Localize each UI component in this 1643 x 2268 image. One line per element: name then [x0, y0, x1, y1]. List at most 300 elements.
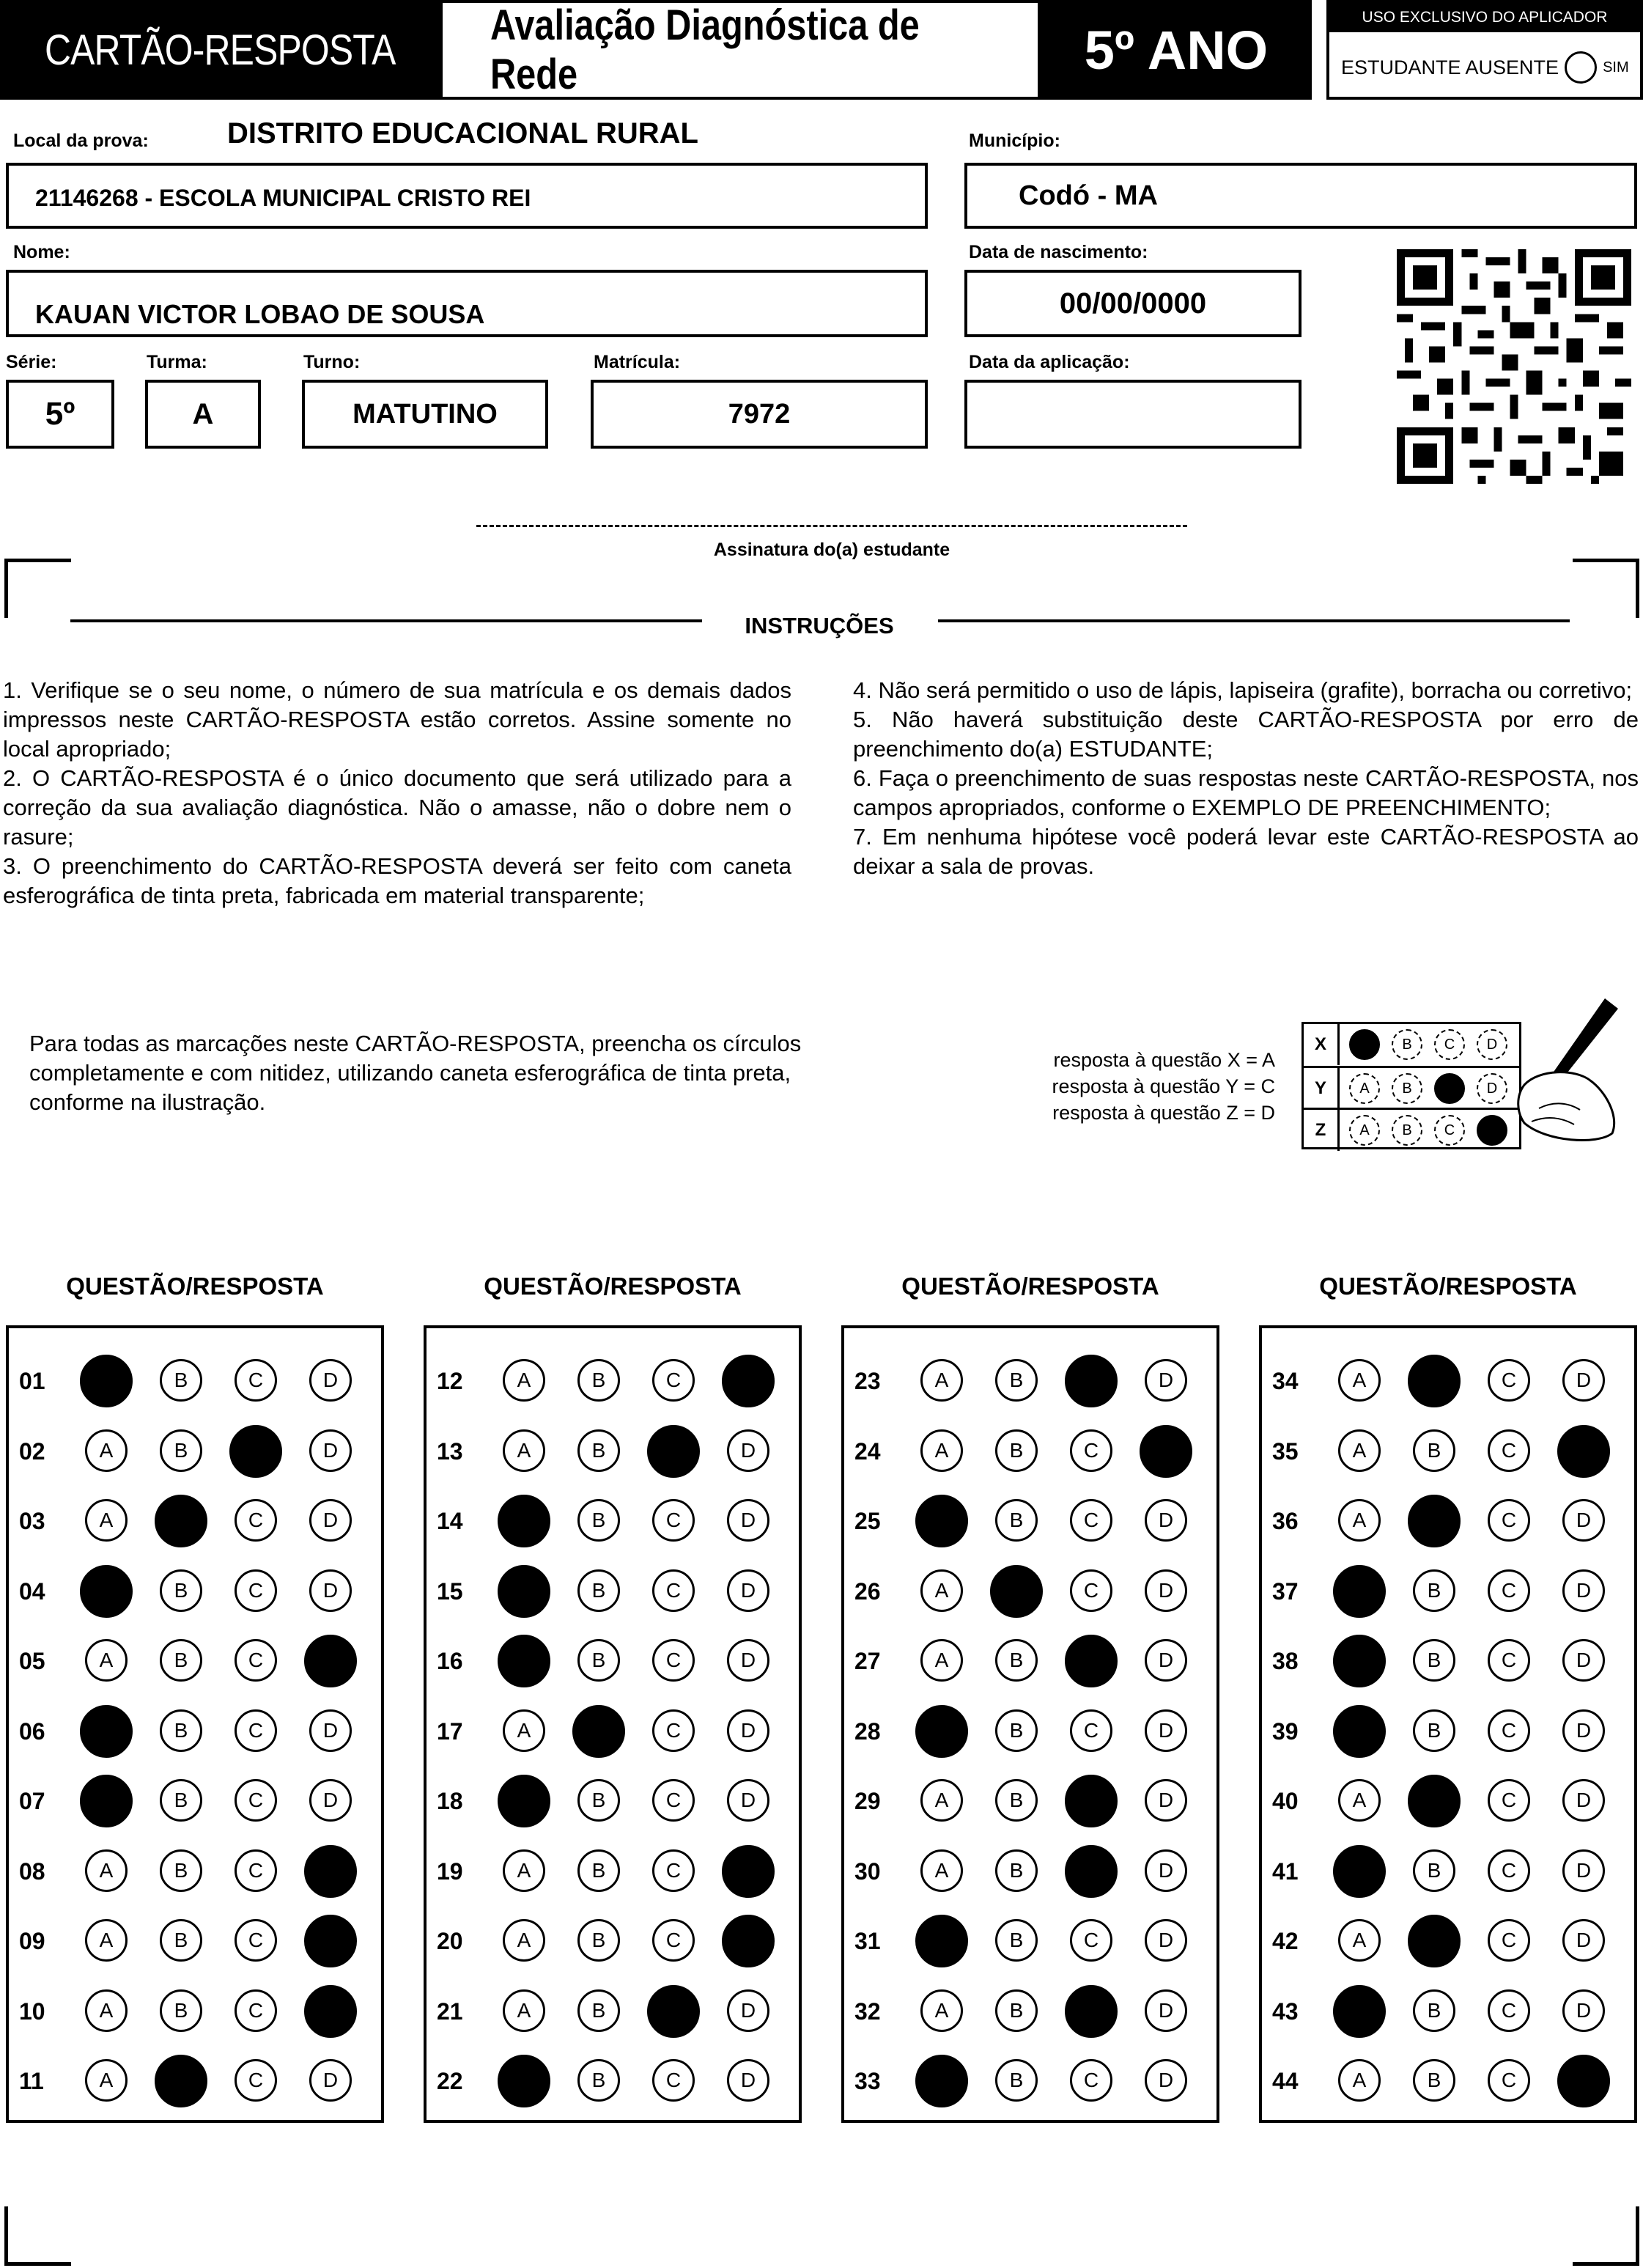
answer-bubble-28-c[interactable]: C — [1070, 1709, 1112, 1752]
question-number: 44 — [1272, 2068, 1299, 2094]
answer-bubble-05-d[interactable]: D — [304, 1635, 357, 1687]
answer-bubble-36-b[interactable]: B — [1408, 1495, 1461, 1547]
question-number: 35 — [1272, 1437, 1299, 1465]
question-number: 21 — [437, 1998, 463, 2025]
answer-bubble-36-d[interactable]: D — [1562, 1499, 1605, 1542]
example-line-x: resposta à questão X = A — [1053, 1049, 1275, 1071]
answer-bubble-35-a[interactable]: A — [1338, 1429, 1381, 1472]
answer-bubble-39-c[interactable]: C — [1488, 1709, 1530, 1752]
question-row-14 — [427, 1495, 799, 1553]
question-number: 16 — [437, 1648, 463, 1674]
answer-bubble-01-d[interactable]: D — [309, 1359, 352, 1402]
answer-column-title: QUESTÃO/RESPOSTA — [66, 1273, 324, 1300]
question-row-31 — [844, 1915, 1216, 1973]
corner-mark-br — [1573, 2206, 1639, 2266]
answer-bubble-33-c[interactable]: C — [1070, 2059, 1112, 2102]
answer-bubble-06-a[interactable]: A — [80, 1705, 133, 1758]
answer-bubble-27-b[interactable]: B — [995, 1639, 1038, 1682]
fill-instruction: Para todas as marcações neste CARTÃO-RESPOSTA, preencha os círculos completamente e com nitidez, utilizando caneta esferográfica de tinta preta, conforme na ilustração. — [29, 1031, 802, 1115]
answer-bubble-08-d[interactable]: D — [304, 1845, 357, 1898]
answer-bubble-31-b[interactable]: B — [995, 1919, 1038, 1962]
question-number: 19 — [437, 1858, 463, 1885]
answer-bubble-01-b[interactable]: B — [160, 1359, 202, 1402]
answer-bubble-27-a[interactable]: A — [920, 1639, 963, 1682]
turma-field — [145, 380, 261, 449]
answer-bubble-21-d[interactable]: D — [727, 1989, 769, 2032]
answer-bubble-13-c[interactable]: C — [647, 1425, 700, 1478]
answer-bubble-16-c[interactable]: C — [652, 1639, 695, 1682]
answer-bubble-09-b[interactable]: B — [160, 1919, 202, 1962]
answer-bubble-39-d[interactable]: D — [1562, 1709, 1605, 1752]
answer-bubble-28-b[interactable]: B — [995, 1709, 1038, 1752]
answer-bubble-17-b[interactable]: B — [572, 1705, 625, 1758]
question-number: 14 — [437, 1508, 463, 1534]
answer-bubble-24-d[interactable]: D — [1140, 1425, 1192, 1478]
municipio-label: Município: — [969, 130, 1060, 151]
instructions-title: INSTRUÇÕES — [745, 613, 894, 638]
answer-bubble-14-b[interactable]: B — [577, 1499, 620, 1542]
answer-bubble-13-b[interactable]: B — [577, 1429, 620, 1472]
answer-bubble-03-d[interactable]: D — [309, 1499, 352, 1542]
example-row — [1304, 1108, 1519, 1151]
example-row-label: Y — [1304, 1068, 1340, 1109]
answer-bubble-10-b[interactable]: B — [160, 1989, 202, 2032]
answer-bubble-07-d[interactable]: D — [309, 1779, 352, 1822]
answer-bubble-20-a[interactable]: A — [503, 1919, 545, 1962]
answer-bubble-14-d[interactable]: D — [727, 1499, 769, 1542]
turno-label: Turno: — [303, 352, 361, 372]
question-number: 12 — [437, 1368, 463, 1394]
answer-bubble-10-c[interactable]: C — [235, 1989, 277, 2032]
answer-bubble-36-a[interactable]: A — [1338, 1499, 1381, 1542]
answer-bubble-42-b[interactable]: B — [1408, 1915, 1461, 1967]
example-bubble-c: C — [1434, 1029, 1465, 1060]
answer-bubble-33-a[interactable]: A — [915, 2055, 968, 2107]
instructions-right — [853, 676, 1639, 881]
example-bubble-b: B — [1392, 1029, 1422, 1060]
question-number: 11 — [19, 2068, 44, 2094]
applicator-label — [1329, 3, 1640, 32]
answer-bubble-15-a[interactable]: A — [498, 1565, 550, 1618]
school-value: 21146268 - ESCOLA MUNICIPAL CRISTO REI — [35, 185, 531, 211]
answer-bubble-22-b[interactable]: B — [577, 2059, 620, 2102]
answer-bubble-06-b[interactable]: B — [160, 1709, 202, 1752]
pen-hand-illustration — [1495, 998, 1634, 1145]
answer-bubble-29-b[interactable]: B — [995, 1779, 1038, 1822]
question-row-15 — [427, 1565, 799, 1624]
answer-bubble-02-a[interactable]: A — [85, 1429, 128, 1472]
answer-bubble-37-a[interactable]: A — [1333, 1565, 1386, 1618]
answer-bubble-42-c[interactable]: C — [1488, 1919, 1530, 1962]
question-row-36 — [1262, 1495, 1634, 1553]
answer-bubble-17-c[interactable]: C — [652, 1709, 695, 1752]
question-row-25 — [844, 1495, 1216, 1553]
answer-bubble-02-c[interactable]: C — [229, 1425, 282, 1478]
question-row-22 — [427, 2055, 799, 2113]
answer-bubble-40-d[interactable]: D — [1562, 1779, 1605, 1822]
answer-bubble-12-b[interactable]: B — [577, 1359, 620, 1402]
answer-bubble-39-a[interactable]: A — [1333, 1705, 1386, 1758]
answer-bubble-43-b[interactable]: B — [1413, 1989, 1455, 2032]
question-number: 17 — [437, 1717, 463, 1745]
answer-bubble-30-c[interactable]: C — [1065, 1845, 1118, 1898]
answer-column-title: QUESTÃO/RESPOSTA — [484, 1273, 742, 1300]
question-row-13 — [427, 1425, 799, 1484]
answer-bubble-15-b[interactable]: B — [577, 1569, 620, 1612]
answer-bubble-07-b[interactable]: B — [160, 1779, 202, 1822]
answer-bubble-33-b[interactable]: B — [995, 2059, 1038, 2102]
question-number: 10 — [19, 1998, 45, 2025]
question-row-34 — [1262, 1355, 1634, 1413]
answer-bubble-26-a[interactable]: A — [920, 1569, 963, 1612]
answer-bubble-38-a[interactable]: A — [1333, 1635, 1386, 1687]
question-row-43 — [1262, 1985, 1634, 2044]
answer-bubble-21-b[interactable]: B — [577, 1989, 620, 2032]
grade-title: 5º ANO — [1084, 19, 1269, 81]
question-row-38 — [1262, 1635, 1634, 1693]
answer-bubble-34-d[interactable]: D — [1562, 1359, 1605, 1402]
answer-bubble-21-a[interactable]: A — [503, 1989, 545, 2032]
answer-bubble-37-d[interactable]: D — [1562, 1569, 1605, 1612]
nascimento-field — [964, 270, 1302, 337]
nome-field — [6, 270, 928, 337]
question-number: 15 — [437, 1577, 463, 1605]
answer-bubble-42-d[interactable]: D — [1562, 1919, 1605, 1962]
question-number: 18 — [437, 1788, 463, 1814]
answer-bubble-20-d[interactable]: D — [722, 1915, 775, 1967]
answer-bubble-38-c[interactable]: C — [1488, 1639, 1530, 1682]
answer-bubble-11-a[interactable]: A — [85, 2059, 128, 2102]
question-row-05 — [9, 1635, 381, 1693]
answer-bubble-07-c[interactable]: C — [235, 1779, 277, 1822]
question-row-39 — [1262, 1705, 1634, 1764]
answer-bubble-35-c[interactable]: C — [1488, 1429, 1530, 1472]
answer-bubble-24-b[interactable]: B — [995, 1429, 1038, 1472]
answer-bubble-19-d[interactable]: D — [722, 1845, 775, 1898]
question-number: 41 — [1272, 1858, 1299, 1885]
exam-title: Avaliação Diagnóstica de Rede — [490, 1, 920, 98]
answer-bubble-07-a[interactable]: A — [80, 1775, 133, 1827]
question-row-12 — [427, 1355, 799, 1413]
answer-bubble-12-d[interactable]: D — [722, 1355, 775, 1407]
answer-bubble-21-c[interactable]: C — [647, 1985, 700, 2038]
answer-bubble-30-b[interactable]: B — [995, 1849, 1038, 1892]
absent-bubble[interactable] — [1565, 51, 1597, 84]
question-number: 23 — [854, 1368, 881, 1394]
answer-bubble-31-a[interactable]: A — [915, 1915, 968, 1967]
answer-bubble-06-c[interactable]: C — [235, 1709, 277, 1752]
answer-bubble-08-a[interactable]: A — [85, 1849, 128, 1892]
answer-bubble-10-a[interactable]: A — [85, 1989, 128, 2032]
answer-bubble-33-d[interactable]: D — [1145, 2059, 1187, 2102]
answer-bubble-19-b[interactable]: B — [577, 1849, 620, 1892]
answer-bubble-34-b[interactable]: B — [1408, 1355, 1461, 1407]
answer-bubble-04-b[interactable]: B — [160, 1569, 202, 1612]
example-bubble-a: A — [1349, 1115, 1380, 1146]
answer-bubble-36-c[interactable]: C — [1488, 1499, 1530, 1542]
question-row-23 — [844, 1355, 1216, 1413]
answer-bubble-18-b[interactable]: B — [577, 1779, 620, 1822]
answer-bubble-29-a[interactable]: A — [920, 1779, 963, 1822]
nascimento-value: 00/00/0000 — [1059, 287, 1207, 320]
answer-bubble-25-d[interactable]: D — [1145, 1499, 1187, 1542]
question-number: 31 — [854, 1928, 881, 1954]
answer-bubble-08-c[interactable]: C — [235, 1849, 277, 1892]
question-row-07 — [9, 1775, 381, 1833]
answer-bubble-22-c[interactable]: C — [652, 2059, 695, 2102]
answer-bubble-16-a[interactable]: A — [498, 1635, 550, 1687]
question-number: 05 — [19, 1648, 45, 1674]
answer-bubble-26-c[interactable]: C — [1070, 1569, 1112, 1612]
answer-bubble-02-b[interactable]: B — [160, 1429, 202, 1472]
question-row-17 — [427, 1705, 799, 1764]
example-line-z: resposta à questão Z = D — [1052, 1102, 1275, 1124]
example-bubble-a — [1349, 1029, 1380, 1060]
answer-bubble-09-a[interactable]: A — [85, 1919, 128, 1962]
turma-value: A — [192, 397, 214, 430]
answer-bubble-35-b[interactable]: B — [1413, 1429, 1455, 1472]
signature-line[interactable] — [476, 525, 1187, 527]
serie-value: 5º — [45, 396, 75, 432]
answer-bubble-01-a[interactable]: A — [80, 1355, 133, 1407]
question-row-30 — [844, 1845, 1216, 1904]
answer-bubble-44-a[interactable]: A — [1338, 2059, 1381, 2102]
answer-bubble-23-d[interactable]: D — [1145, 1359, 1187, 1402]
question-row-18 — [427, 1775, 799, 1833]
question-number: 27 — [854, 1648, 881, 1674]
absent-option[interactable] — [1341, 51, 1629, 84]
instructions-rule-left — [70, 619, 702, 622]
answer-bubble-04-c[interactable]: C — [235, 1569, 277, 1612]
answer-bubble-32-c[interactable]: C — [1065, 1985, 1118, 2038]
answer-bubble-17-d[interactable]: D — [727, 1709, 769, 1752]
answer-bubble-23-b[interactable]: B — [995, 1359, 1038, 1402]
answer-bubble-44-c[interactable]: C — [1488, 2059, 1530, 2102]
answer-bubble-14-c[interactable]: C — [652, 1499, 695, 1542]
answer-bubble-28-a[interactable]: A — [915, 1705, 968, 1758]
answer-bubble-19-c[interactable]: C — [652, 1849, 695, 1892]
answer-bubble-23-a[interactable]: A — [920, 1359, 963, 1402]
question-row-11 — [9, 2055, 381, 2113]
grade-title-bar — [1041, 0, 1312, 100]
answer-bubble-41-d[interactable]: D — [1562, 1849, 1605, 1892]
answer-column-title: QUESTÃO/RESPOSTA — [901, 1273, 1159, 1300]
answer-bubble-01-c[interactable]: C — [235, 1359, 277, 1402]
question-number: 33 — [854, 2068, 881, 2094]
answer-bubble-05-a[interactable]: A — [85, 1639, 128, 1682]
question-number: 08 — [19, 1858, 45, 1885]
answer-bubble-08-b[interactable]: B — [160, 1849, 202, 1892]
question-row-02 — [9, 1425, 381, 1484]
question-row-41 — [1262, 1845, 1634, 1904]
answer-bubble-15-c[interactable]: C — [652, 1569, 695, 1612]
card-title-bar — [0, 0, 440, 100]
answer-bubble-40-a[interactable]: A — [1338, 1779, 1381, 1822]
answer-bubble-25-b[interactable]: B — [995, 1499, 1038, 1542]
answer-bubble-06-d[interactable]: D — [309, 1709, 352, 1752]
question-number: 09 — [19, 1928, 45, 1954]
answer-bubble-24-a[interactable]: A — [920, 1429, 963, 1472]
question-row-42 — [1262, 1915, 1634, 1973]
answer-bubble-17-a[interactable]: A — [503, 1709, 545, 1752]
question-number: 01 — [19, 1368, 45, 1394]
answer-bubble-40-c[interactable]: C — [1488, 1779, 1530, 1822]
answer-bubble-32-b[interactable]: B — [995, 1989, 1038, 2032]
district-name: DISTRITO EDUCACIONAL RURAL — [227, 117, 698, 150]
answer-bubble-20-b[interactable]: B — [577, 1919, 620, 1962]
answer-bubble-22-d[interactable]: D — [727, 2059, 769, 2102]
answer-bubble-38-d[interactable]: D — [1562, 1639, 1605, 1682]
answer-bubble-19-a[interactable]: A — [503, 1849, 545, 1892]
question-number: 07 — [19, 1788, 45, 1814]
answer-bubble-11-b[interactable]: B — [155, 2055, 207, 2107]
example-bubble-d: D — [1477, 1029, 1507, 1060]
aplicacao-field — [964, 380, 1302, 449]
question-row-32 — [844, 1985, 1216, 2044]
matricula-value: 7972 — [728, 398, 791, 430]
question-row-27 — [844, 1635, 1216, 1693]
question-number: 13 — [437, 1437, 463, 1465]
instruction-5: 5. Não haverá substituição deste CARTÃO-RESPOSTA por erro de preenchimento do(a) ESTUDANTE; — [853, 707, 1639, 762]
answer-bubble-12-a[interactable]: A — [503, 1359, 545, 1402]
answer-bubble-39-b[interactable]: B — [1413, 1709, 1455, 1752]
question-row-26 — [844, 1565, 1216, 1624]
answer-bubble-09-d[interactable]: D — [304, 1915, 357, 1967]
answer-bubble-11-d[interactable]: D — [309, 2059, 352, 2102]
answer-bubble-14-a[interactable]: A — [498, 1495, 550, 1547]
answer-bubble-16-b[interactable]: B — [577, 1639, 620, 1682]
answer-bubble-10-d[interactable]: D — [304, 1985, 357, 2038]
answer-bubble-09-c[interactable]: C — [235, 1919, 277, 1962]
answer-bubble-04-a[interactable]: A — [80, 1565, 133, 1618]
answer-bubble-12-c[interactable]: C — [652, 1359, 695, 1402]
answer-bubble-26-b[interactable]: B — [990, 1565, 1043, 1618]
question-row-10 — [9, 1985, 381, 2044]
question-number: 26 — [854, 1577, 881, 1605]
answer-bubble-18-a[interactable]: A — [498, 1775, 550, 1827]
answer-bubble-41-c[interactable]: C — [1488, 1849, 1530, 1892]
answer-bubble-23-c[interactable]: C — [1065, 1355, 1118, 1407]
answer-bubble-26-d[interactable]: D — [1145, 1569, 1187, 1612]
answer-bubble-18-d[interactable]: D — [727, 1779, 769, 1822]
example-row — [1304, 1066, 1519, 1109]
serie-field — [6, 380, 114, 449]
answer-bubble-03-c[interactable]: C — [235, 1499, 277, 1542]
answer-bubble-22-a[interactable]: A — [498, 2055, 550, 2107]
answer-bubble-27-c[interactable]: C — [1065, 1635, 1118, 1687]
question-row-20 — [427, 1915, 799, 1973]
qr-code — [1397, 249, 1631, 484]
answer-bubble-34-a[interactable]: A — [1338, 1359, 1381, 1402]
answer-column-title: QUESTÃO/RESPOSTA — [1319, 1273, 1577, 1300]
absent-option-label: SIM — [1603, 59, 1629, 76]
answer-bubble-42-a[interactable]: A — [1338, 1919, 1381, 1962]
answer-bubble-29-c[interactable]: C — [1065, 1775, 1118, 1827]
question-row-24 — [844, 1425, 1216, 1484]
answer-bubble-41-a[interactable]: A — [1333, 1845, 1386, 1898]
answer-bubble-24-c[interactable]: C — [1070, 1429, 1112, 1472]
turno-value: MATUTINO — [352, 398, 498, 430]
answer-bubble-15-d[interactable]: D — [727, 1569, 769, 1612]
question-number: 04 — [19, 1577, 45, 1605]
answer-bubble-11-c[interactable]: C — [235, 2059, 277, 2102]
example-grid — [1302, 1022, 1521, 1149]
instruction-3: 3. O preenchimento do CARTÃO-RESPOSTA deverá ser feito com caneta esferográfica de tinta preta, fabricada em material transparente; — [3, 853, 791, 908]
answer-bubble-25-a[interactable]: A — [915, 1495, 968, 1547]
answer-bubble-30-d[interactable]: D — [1145, 1849, 1187, 1892]
answer-bubble-35-d[interactable]: D — [1557, 1425, 1610, 1478]
answer-bubble-44-b[interactable]: B — [1413, 2059, 1455, 2102]
answer-bubble-05-b[interactable]: B — [160, 1639, 202, 1682]
answer-bubble-03-b[interactable]: B — [155, 1495, 207, 1547]
answer-bubble-13-d[interactable]: D — [727, 1429, 769, 1472]
answer-bubble-31-d[interactable]: D — [1145, 1919, 1187, 1962]
answer-bubble-43-c[interactable]: C — [1488, 1989, 1530, 2032]
answer-bubble-40-b[interactable]: B — [1408, 1775, 1461, 1827]
question-row-19 — [427, 1845, 799, 1904]
answer-bubble-20-c[interactable]: C — [652, 1919, 695, 1962]
question-number: 30 — [854, 1858, 881, 1885]
answer-bubble-43-a[interactable]: A — [1333, 1985, 1386, 2038]
instruction-1: 1. Verifique se o seu nome, o número de sua matrícula e os demais dados impressos neste CARTÃO-RESPOSTA estão corretos. Assine somente no local apropriado; — [3, 677, 791, 762]
answer-bubble-18-c[interactable]: C — [652, 1779, 695, 1822]
answer-bubble-27-d[interactable]: D — [1145, 1639, 1187, 1682]
answer-bubble-34-c[interactable]: C — [1488, 1359, 1530, 1402]
school-field — [6, 163, 928, 229]
example-bubble-d: D — [1477, 1073, 1507, 1104]
corner-mark-tr — [1573, 559, 1639, 618]
answer-bubble-41-b[interactable]: B — [1413, 1849, 1455, 1892]
answer-bubble-32-d[interactable]: D — [1145, 1989, 1187, 2032]
absent-label: ESTUDANTE AUSENTE — [1341, 56, 1559, 78]
answer-bubble-44-d[interactable]: D — [1557, 2055, 1610, 2107]
answer-column-2 — [424, 1325, 802, 2123]
answer-bubble-32-a[interactable]: A — [920, 1989, 963, 2032]
answer-bubble-05-c[interactable]: C — [235, 1639, 277, 1682]
instruction-6: 6. Faça o preenchimento de suas respostas neste CARTÃO-RESPOSTA, nos campos apropriados, conforme o EXEMPLO DE PREENCHIMENTO; — [853, 765, 1639, 820]
answer-bubble-37-c[interactable]: C — [1488, 1569, 1530, 1612]
answer-bubble-30-a[interactable]: A — [920, 1849, 963, 1892]
turma-label: Turma: — [147, 352, 207, 372]
question-number: 29 — [854, 1788, 881, 1814]
matricula-label: Matrícula: — [594, 352, 681, 372]
answer-bubble-02-d[interactable]: D — [309, 1429, 352, 1472]
answer-bubble-04-d[interactable]: D — [309, 1569, 352, 1612]
card-title: CARTÃO-RESPOSTA — [44, 26, 396, 74]
question-row-40 — [1262, 1775, 1634, 1833]
answer-bubble-38-b[interactable]: B — [1413, 1639, 1455, 1682]
question-row-16 — [427, 1635, 799, 1693]
answer-bubble-03-a[interactable]: A — [85, 1499, 128, 1542]
answer-bubble-25-c[interactable]: C — [1070, 1499, 1112, 1542]
answer-bubble-16-d[interactable]: D — [727, 1639, 769, 1682]
answer-bubble-13-a[interactable]: A — [503, 1429, 545, 1472]
question-row-09 — [9, 1915, 381, 1973]
question-number: 42 — [1272, 1928, 1299, 1954]
answer-bubble-37-b[interactable]: B — [1413, 1569, 1455, 1612]
question-number: 06 — [19, 1717, 45, 1745]
answer-bubble-28-d[interactable]: D — [1145, 1709, 1187, 1752]
answer-bubble-43-d[interactable]: D — [1562, 1989, 1605, 2032]
answer-column-3 — [841, 1325, 1219, 2123]
answer-bubble-31-c[interactable]: C — [1070, 1919, 1112, 1962]
question-number: 36 — [1272, 1508, 1299, 1534]
aplicacao-label: Data da aplicação: — [969, 352, 1130, 372]
answer-bubble-29-d[interactable]: D — [1145, 1779, 1187, 1822]
applicator-box — [1326, 0, 1643, 100]
question-row-37 — [1262, 1565, 1634, 1624]
question-number: 22 — [437, 2068, 463, 2094]
